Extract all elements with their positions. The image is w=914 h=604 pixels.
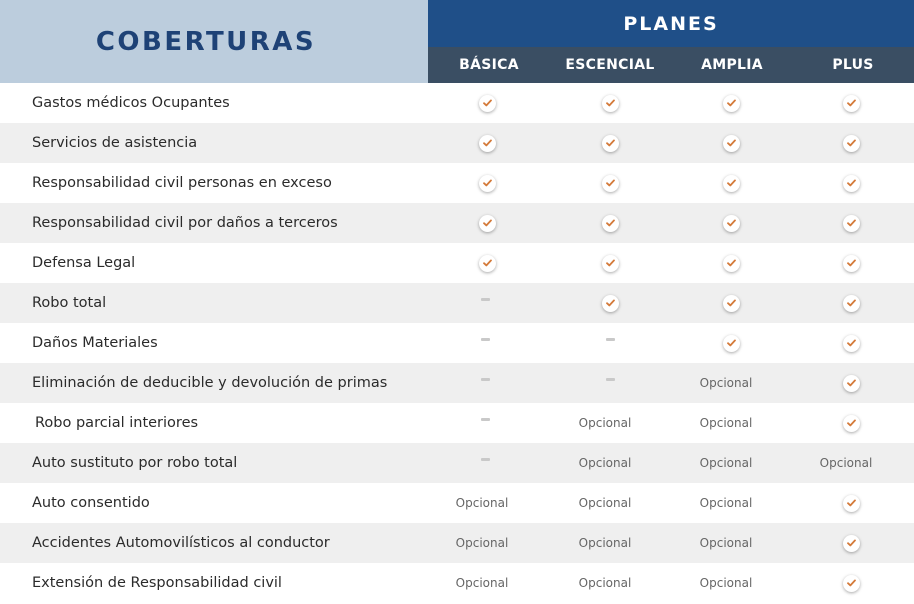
check-icon (843, 175, 860, 192)
included-cell (432, 83, 542, 123)
coverage-label: Servicios de asistencia (32, 135, 198, 151)
optional-label: Opcional (455, 536, 509, 550)
not-included-cell (430, 363, 540, 403)
included-cell (676, 323, 786, 363)
plan-escencial-header: ESCENCIAL (565, 57, 655, 73)
included-cell (796, 403, 906, 443)
included-cell (796, 123, 906, 163)
not-included-cell (555, 323, 665, 363)
check-icon (843, 295, 860, 312)
table-row (0, 123, 914, 163)
table-row (0, 523, 914, 563)
dash-icon (481, 378, 490, 381)
table-row (0, 443, 914, 483)
optional-label: Opcional (699, 376, 753, 390)
check-icon (843, 95, 860, 112)
included-cell (796, 243, 906, 283)
optional-label: Opcional (578, 536, 632, 550)
check-icon (602, 255, 619, 272)
check-icon (602, 295, 619, 312)
coverage-table (0, 83, 914, 603)
optional-cell (791, 443, 901, 483)
check-icon (723, 175, 740, 192)
table-row (0, 563, 914, 603)
check-icon (479, 215, 496, 232)
table-row (0, 203, 914, 243)
optional-label: Opcional (455, 496, 509, 510)
coverage-label: Defensa Legal (32, 255, 136, 271)
included-cell (432, 243, 542, 283)
coverage-label: Responsabilidad civil por daños a terceros (32, 215, 338, 231)
included-cell (676, 163, 786, 203)
optional-label: Opcional (578, 416, 632, 430)
not-included-cell (555, 363, 665, 403)
optional-cell (550, 443, 660, 483)
optional-label: Opcional (578, 456, 632, 470)
dash-icon (481, 298, 490, 301)
included-cell (796, 563, 906, 603)
coverage-label: Robo total (32, 295, 107, 311)
included-cell (796, 203, 906, 243)
included-cell (432, 123, 542, 163)
optional-cell (671, 483, 781, 523)
not-included-cell (430, 403, 540, 443)
included-cell (676, 123, 786, 163)
coverage-label: Robo parcial interiores (35, 415, 199, 431)
optional-cell (427, 483, 537, 523)
plan-amplia-header: AMPLIA (701, 57, 763, 73)
dash-icon (606, 378, 615, 381)
optional-label: Opcional (578, 576, 632, 590)
included-cell (555, 163, 665, 203)
coverage-label: Auto sustituto por robo total (32, 455, 238, 471)
table-row (0, 243, 914, 283)
plan-basica-header: BÁSICA (459, 57, 519, 73)
coverage-label: Auto consentido (32, 495, 150, 511)
included-cell (796, 323, 906, 363)
included-cell (555, 123, 665, 163)
check-icon (479, 95, 496, 112)
plan-plus-header: PLUS (832, 57, 874, 73)
optional-label: Opcional (699, 536, 753, 550)
check-icon (479, 255, 496, 272)
not-included-cell (430, 283, 540, 323)
coverage-label: Daños Materiales (32, 335, 158, 351)
coverage-label: Extensión de Responsabilidad civil (32, 575, 282, 591)
optional-label: Opcional (699, 456, 753, 470)
included-cell (676, 243, 786, 283)
optional-cell (550, 523, 660, 563)
not-included-cell (430, 323, 540, 363)
optional-label: Opcional (578, 496, 632, 510)
table-row (0, 283, 914, 323)
check-icon (843, 255, 860, 272)
included-cell (676, 203, 786, 243)
included-cell (676, 283, 786, 323)
optional-cell (671, 363, 781, 403)
dash-icon (481, 458, 490, 461)
coverage-label: Responsabilidad civil personas en exceso (32, 175, 332, 191)
included-cell (555, 203, 665, 243)
check-icon (843, 135, 860, 152)
included-cell (796, 523, 906, 563)
check-icon (843, 335, 860, 352)
check-icon (723, 335, 740, 352)
check-icon (602, 175, 619, 192)
check-icon (479, 135, 496, 152)
optional-label: Opcional (819, 456, 873, 470)
plans-header (428, 0, 914, 47)
coverage-label: Accidentes Automovilísticos al conductor (32, 535, 330, 551)
included-cell (555, 243, 665, 283)
dash-icon (481, 338, 490, 341)
optional-cell (550, 563, 660, 603)
optional-label: Opcional (699, 416, 753, 430)
check-icon (843, 415, 860, 432)
included-cell (796, 163, 906, 203)
table-row (0, 403, 914, 443)
optional-cell (671, 523, 781, 563)
included-cell (555, 283, 665, 323)
included-cell (432, 203, 542, 243)
check-icon (723, 295, 740, 312)
optional-cell (671, 563, 781, 603)
check-icon (843, 575, 860, 592)
optional-cell (427, 563, 537, 603)
plan-names-bar (428, 47, 914, 83)
check-icon (723, 255, 740, 272)
included-cell (555, 83, 665, 123)
check-icon (602, 135, 619, 152)
not-included-cell (430, 443, 540, 483)
included-cell (796, 483, 906, 523)
table-row (0, 163, 914, 203)
table-row (0, 83, 914, 123)
table-row (0, 323, 914, 363)
optional-label: Opcional (455, 576, 509, 590)
coverages-title: COBERTURAS (95, 26, 317, 57)
check-icon (723, 135, 740, 152)
optional-cell (550, 483, 660, 523)
included-cell (676, 83, 786, 123)
check-icon (843, 215, 860, 232)
table-row (0, 483, 914, 523)
included-cell (796, 363, 906, 403)
plans-title: PLANES (623, 12, 719, 35)
optional-cell (550, 403, 660, 443)
check-icon (723, 95, 740, 112)
table-row (0, 363, 914, 403)
optional-cell (671, 403, 781, 443)
dash-icon (606, 338, 615, 341)
optional-cell (671, 443, 781, 483)
check-icon (602, 95, 619, 112)
coverage-label: Eliminación de deducible y devolución de primas (32, 375, 388, 391)
coverages-header (0, 0, 428, 83)
check-icon (843, 375, 860, 392)
check-icon (479, 175, 496, 192)
coverage-label: Gastos médicos Ocupantes (32, 95, 230, 111)
check-icon (723, 215, 740, 232)
check-icon (602, 215, 619, 232)
included-cell (432, 163, 542, 203)
included-cell (796, 283, 906, 323)
optional-label: Opcional (699, 576, 753, 590)
optional-label: Opcional (699, 496, 753, 510)
included-cell (796, 83, 906, 123)
dash-icon (481, 418, 490, 421)
optional-cell (427, 523, 537, 563)
check-icon (843, 535, 860, 552)
check-icon (843, 495, 860, 512)
